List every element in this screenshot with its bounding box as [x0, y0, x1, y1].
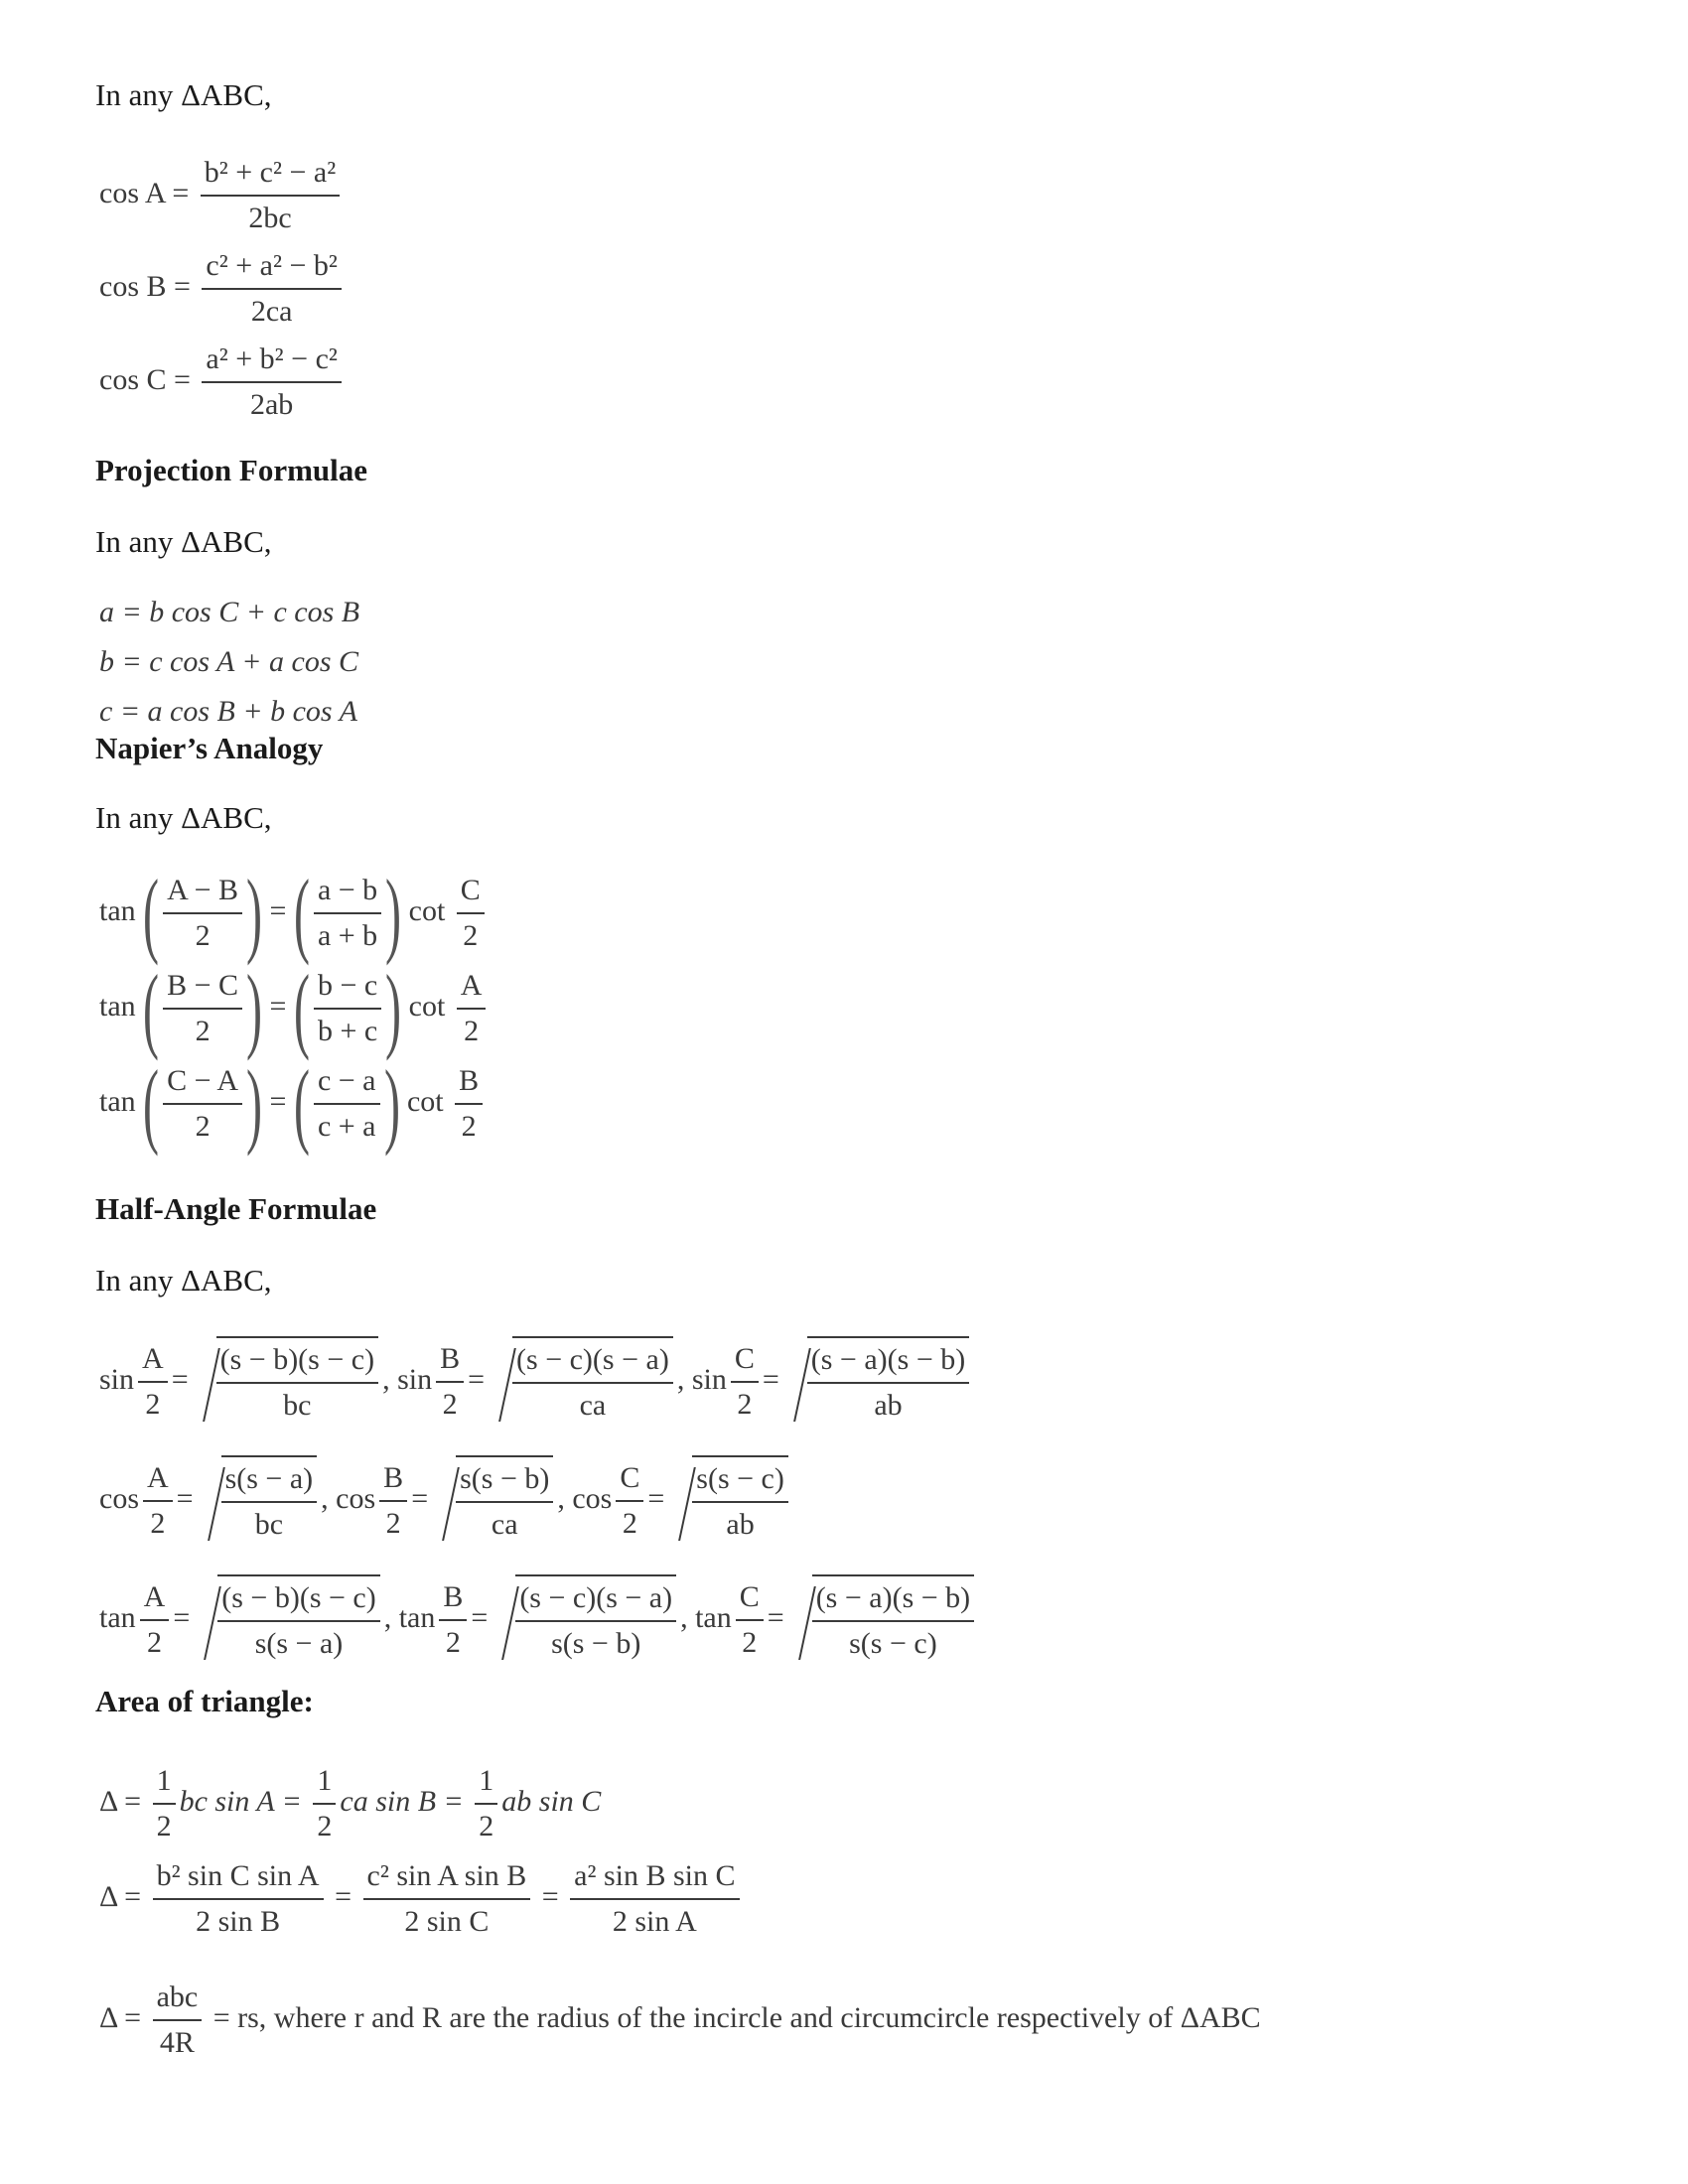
sqrt — [779, 1336, 973, 1428]
fn-label: sin — [99, 1362, 135, 1396]
side-sum: c + a — [317, 1110, 376, 1143]
left-paren: ( — [293, 1050, 310, 1157]
radicand-num: s(s − a) — [221, 1457, 318, 1503]
napier-fn: tan — [99, 1084, 136, 1118]
sqrt — [485, 1336, 677, 1428]
fn-label: sin — [691, 1362, 727, 1396]
radicand-den: bc — [254, 1508, 284, 1541]
cos-b-formula — [99, 244, 346, 334]
cot-den: 2 — [464, 1015, 480, 1047]
radicand-den: s(s − c) — [849, 1627, 937, 1660]
half-den: 2 — [195, 1110, 211, 1143]
cos-b-numerator: c² + a² − b² — [202, 244, 341, 290]
cot-angle: A — [457, 964, 487, 1010]
left-paren: ( — [143, 1050, 160, 1157]
fn-label: sin — [397, 1362, 433, 1396]
radicand-num: s(s − c) — [692, 1457, 788, 1503]
napier-row: tan ( $\frac{B - C}{2}$ ) = ( $\frac{b - c}{b + c}$ ) cot $\frac{A}{2}$ — [99, 961, 490, 1056]
half-angle-intro: In any ΔABC, — [95, 1263, 272, 1297]
fn-label: tan — [398, 1600, 436, 1634]
half-num: 1 — [153, 1759, 176, 1805]
left-paren: ( — [293, 955, 310, 1061]
term-1: bc sin A = — [179, 1784, 302, 1818]
angle: A — [140, 1575, 170, 1621]
sqrt — [428, 1455, 557, 1547]
left-paren: ( — [143, 955, 160, 1061]
radicand-num: (s − a)(s − b) — [807, 1338, 969, 1384]
area-eq-1 — [99, 1759, 601, 1848]
right-paren: ) — [385, 955, 402, 1061]
half-angle-heading: Half-Angle Formulae — [95, 1191, 377, 1226]
side-diff: a − b — [314, 869, 381, 914]
sep: , — [383, 1600, 392, 1634]
sep: , — [382, 1362, 390, 1396]
radicand-den: bc — [283, 1389, 312, 1422]
fn-label: cos — [336, 1481, 376, 1515]
projection-intro: In any ΔABC, — [95, 524, 272, 559]
half-num: 1 — [313, 1759, 336, 1805]
angle: C — [736, 1575, 764, 1621]
radicand-den: ab — [874, 1389, 903, 1422]
cos-c-lhs: cos C = — [99, 362, 191, 396]
cot-den: 2 — [461, 1110, 477, 1143]
area-eq-3 — [99, 1976, 1261, 2065]
left-paren: ( — [143, 860, 160, 966]
half-angle-row-tan: tan $\frac{A}{2}$ = $\frac{(s - b)(s - c)}{s(s - a)}$ , tan $\frac{B}{2}$ = $\frac{(s - c)(s - a)}{s(s - b)}$ , tan $\frac{C}{2}$ = $\frac{(s - a)(s - b)}{s(s - c)}$ — [99, 1574, 978, 1666]
sqrt — [190, 1574, 383, 1666]
radicand-den: ca — [579, 1389, 607, 1422]
half-angle-row-sin: sin $\frac{A}{2}$ = $\frac{(s - b)(s - c)}{bc}$ , sin $\frac{B}{2}$ = $\frac{(s - c)(s - a)}{ca}$ , sin $\frac{C}{2}$ = $\frac{(s - a)(s - b)}{ab}$ — [99, 1336, 973, 1428]
radicand-den: ca — [491, 1508, 518, 1541]
fn-label: cos — [99, 1481, 139, 1515]
frac-den: 4R — [159, 2026, 195, 2059]
fn-label: tan — [99, 1600, 136, 1634]
radicand-den: ab — [726, 1508, 755, 1541]
radicand-num: s(s − b) — [456, 1457, 553, 1503]
term-3: ab sin C — [501, 1784, 602, 1818]
radicand-num: (s − b)(s − c) — [217, 1576, 379, 1622]
angle-diff: B − C — [163, 964, 242, 1010]
angle: C — [731, 1337, 759, 1383]
right-paren: ) — [246, 955, 263, 1061]
cos-c-denominator: 2ab — [249, 388, 294, 421]
half-den: 2 — [156, 1810, 172, 1843]
cos-c-formula — [99, 338, 346, 427]
cos-a-lhs: cos A = — [99, 176, 190, 209]
equals: = — [335, 1879, 352, 1913]
cos-a-fraction — [201, 151, 340, 240]
sqrt — [189, 1336, 382, 1428]
half-den: 2 — [317, 1810, 333, 1843]
side-sum: a + b — [317, 919, 378, 952]
radicand-den: s(s − a) — [254, 1627, 344, 1660]
cos-b-lhs: cos B = — [99, 269, 191, 303]
frac-num: b² sin C sin A — [153, 1854, 324, 1900]
napier-fn2: cot — [408, 893, 446, 927]
sqrt — [664, 1455, 792, 1547]
term-2: ca sin B = — [340, 1784, 464, 1818]
fn-label: cos — [572, 1481, 613, 1515]
napier-row: tan ( $\frac{C - A}{2}$ ) = ( $\frac{c - a}{c + a}$ ) cot $\frac{B}{2}$ — [99, 1056, 487, 1152]
right-paren: ) — [385, 860, 402, 966]
sep: , — [321, 1481, 329, 1515]
radicand-den: s(s − b) — [551, 1627, 641, 1660]
radicand-num: (s − b)(s − c) — [216, 1338, 378, 1384]
projection-eq-1: a = b cos C + c cos B — [99, 596, 360, 628]
angle: A — [143, 1456, 173, 1502]
area-eq-2 — [99, 1854, 744, 1944]
napier-fn: tan — [99, 989, 136, 1023]
frac-den: 2 sin A — [612, 1905, 697, 1938]
napier-fn: tan — [99, 893, 136, 927]
cos-c-numerator: a² + b² − c² — [202, 338, 341, 383]
area-eq-3-rest: = rs, where r and R are the radius of the incircle and circumcircle respectively of ΔABC — [212, 2000, 1261, 2034]
angle: A — [138, 1337, 168, 1383]
radicand-num: (s − c)(s − a) — [515, 1576, 676, 1622]
angle: C — [616, 1456, 643, 1502]
area-lhs: Δ = — [99, 2000, 142, 2034]
sep: , — [557, 1481, 565, 1515]
right-paren: ) — [246, 1050, 263, 1157]
half-angle-row-cos: cos $\frac{A}{2}$ = $\frac{s(s - a)}{bc}$ , cos $\frac{B}{2}$ = $\frac{s(s - b)}{ca}$ , cos $\frac{C}{2}$ = $\frac{s(s - c)}{ab}$ — [99, 1455, 792, 1547]
right-paren: ) — [383, 1050, 400, 1157]
frac-num: abc — [153, 1976, 203, 2021]
frac-num: c² sin A sin B — [363, 1854, 531, 1900]
cos-b-denominator: 2ca — [250, 295, 293, 328]
angle: B — [436, 1337, 464, 1383]
cos-c-fraction — [202, 338, 341, 427]
cos-a-denominator: 2bc — [248, 202, 292, 234]
angle-diff: A − B — [163, 869, 242, 914]
half-den: 2 — [195, 919, 211, 952]
area-heading: Area of triangle: — [95, 1684, 314, 1718]
fn-label: tan — [695, 1600, 732, 1634]
side-sum: b + c — [317, 1015, 378, 1047]
cos-a-numerator: b² + c² − a² — [201, 151, 340, 197]
angle-diff: C − A — [163, 1059, 242, 1105]
frac-den: 2 sin B — [196, 1905, 281, 1938]
cot-angle: B — [455, 1059, 483, 1105]
projection-eq-2: b = c cos A + a cos C — [99, 645, 359, 678]
radicand-num: (s − c)(s − a) — [512, 1338, 673, 1384]
half-den: 2 — [479, 1810, 494, 1843]
half-den: 2 — [195, 1015, 211, 1047]
frac-num: a² sin B sin C — [570, 1854, 739, 1900]
cot-den: 2 — [463, 919, 479, 952]
napier-fn2: cot — [408, 989, 446, 1023]
left-paren: ( — [293, 860, 310, 966]
sqrt — [194, 1455, 322, 1547]
napier-intro: In any ΔABC, — [95, 800, 272, 835]
napier-heading: Napier’s Analogy — [95, 731, 324, 765]
angle: B — [439, 1575, 467, 1621]
radicand-num: (s − a)(s − b) — [812, 1576, 974, 1622]
area-lhs: Δ = — [99, 1879, 142, 1913]
frac-den: 2 sin C — [404, 1905, 490, 1938]
sep: , — [680, 1600, 688, 1634]
sqrt — [784, 1574, 978, 1666]
napier-row: tan ( $\frac{A - B}{2}$ ) = ( $\frac{a - b}{a + b}$ ) cot $\frac{C}{2}$ — [99, 866, 489, 961]
cot-angle: C — [457, 869, 485, 914]
cos-a-formula — [99, 151, 344, 240]
projection-eq-3: c = a cos B + b cos A — [99, 695, 357, 728]
cos-b-fraction — [202, 244, 341, 334]
side-diff: b − c — [314, 964, 381, 1010]
side-diff: c − a — [314, 1059, 380, 1105]
intro-text-1: In any ΔABC, — [95, 77, 272, 112]
half-num: 1 — [475, 1759, 497, 1805]
equals: = — [541, 1879, 559, 1913]
area-lhs: Δ = — [99, 1784, 142, 1818]
sqrt — [488, 1574, 680, 1666]
angle: B — [379, 1456, 407, 1502]
napier-fn2: cot — [406, 1084, 444, 1118]
sep: , — [676, 1362, 685, 1396]
projection-heading: Projection Formulae — [95, 453, 368, 487]
right-paren: ) — [246, 860, 263, 966]
